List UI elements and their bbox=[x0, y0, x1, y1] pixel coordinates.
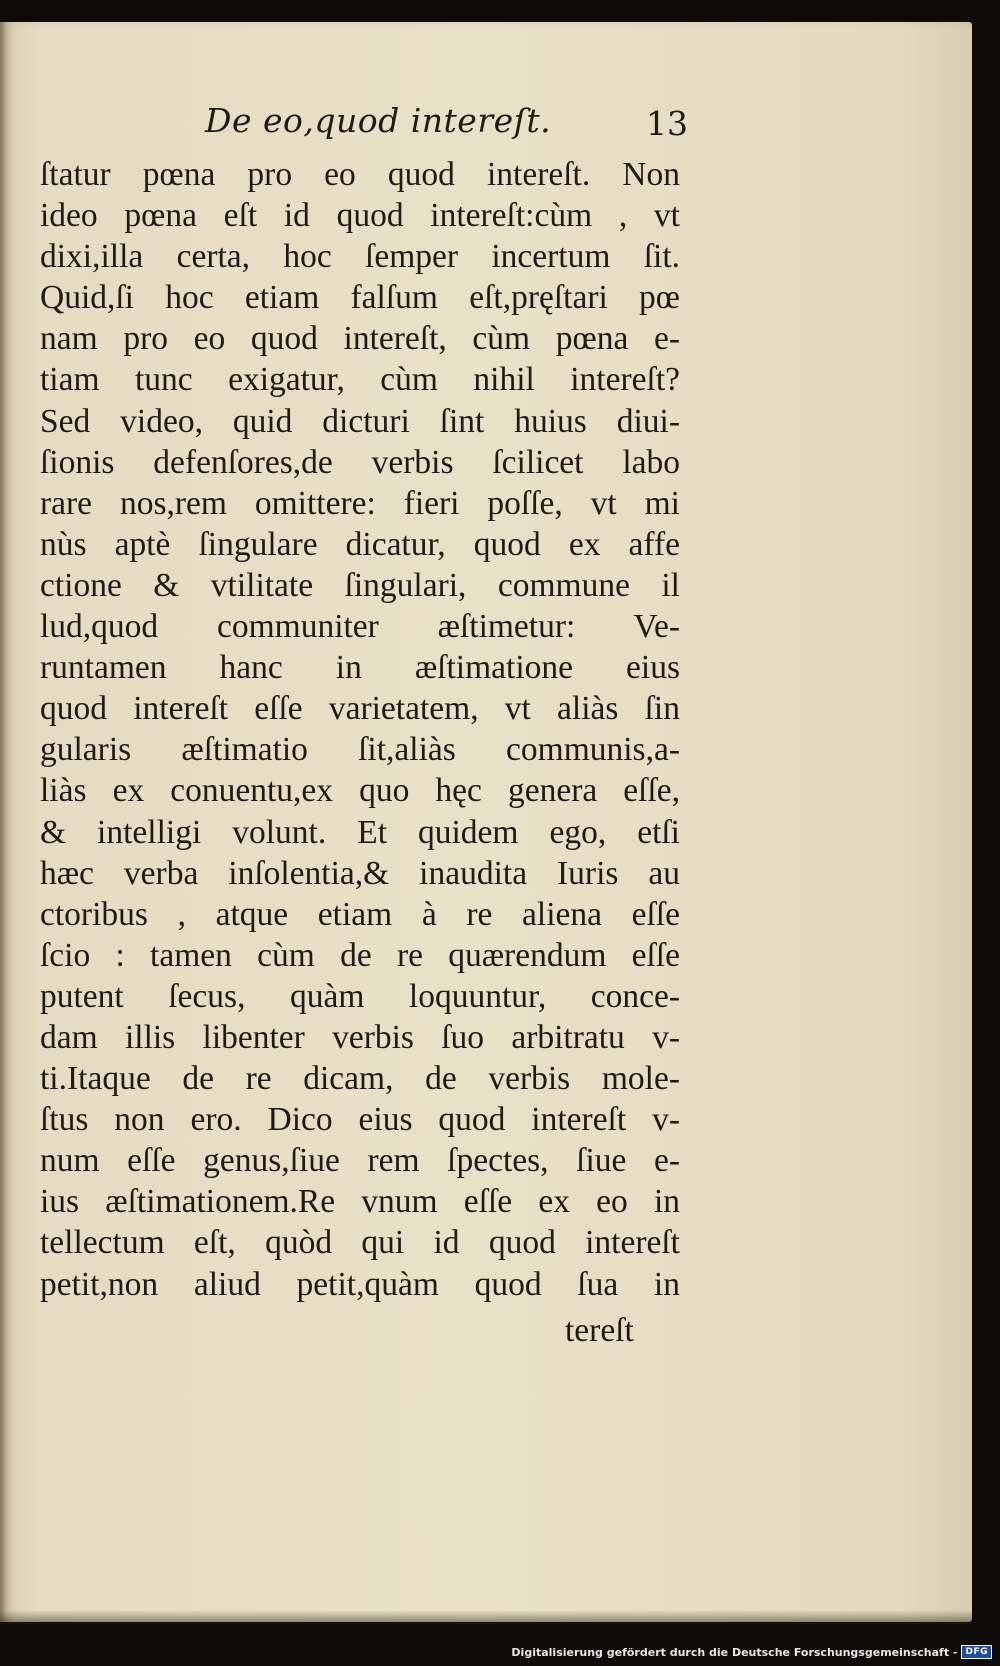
text-line: Quid,ſi hoc etiam falſum eſt,pręſtari pœ bbox=[40, 279, 680, 317]
text-line: dixi,illa certa, hoc ſemper incertum ſit. bbox=[40, 238, 680, 276]
running-title: De eo,quod intereſt. bbox=[205, 101, 552, 140]
digitization-credit bbox=[511, 1645, 992, 1659]
text-line: nam pro eo quod intereſt, cùm pœna e- bbox=[40, 320, 680, 358]
text-line: ſionis defenſores,de verbis ſcilicet labo bbox=[40, 443, 680, 481]
text-line: ctione & vtilitate ſingulari, commune il bbox=[40, 566, 680, 604]
dfg-logo-icon: DFG bbox=[961, 1645, 992, 1659]
text-line: ctoribus , atque etiam à re aliena eſſe bbox=[40, 895, 680, 933]
text-line: ideo pœna eſt id quod intereſt:cùm , vt bbox=[40, 197, 680, 235]
text-line: ſtus non ero. Dico eius quod intereſt v- bbox=[40, 1101, 680, 1139]
text-line: num eſſe genus,ſiue rem ſpectes, ſiue e- bbox=[40, 1142, 680, 1180]
text-line: dam illis libenter verbis ſuo arbitratu v- bbox=[40, 1018, 680, 1056]
text-line: & intelligi volunt. Et quidem ego, etſi bbox=[40, 813, 680, 851]
text-line: Sed video, quid dicturi ſint huius diui- bbox=[40, 402, 680, 440]
text-line: rare nos,rem omittere: fieri poſſe, vt mi bbox=[40, 484, 680, 522]
text-line: ſcio : tamen cùm de re quærendum eſſe bbox=[40, 936, 680, 974]
text-line: ius æſtimationem.Re vnum eſſe ex eo in bbox=[40, 1183, 680, 1221]
page-bottom-edge bbox=[0, 1610, 972, 1624]
text-line: nùs aptè ſingulare dicatur, quod ex affe bbox=[40, 525, 680, 563]
text-line: tiam tunc exigatur, cùm nihil intereſt? bbox=[40, 361, 680, 399]
catchword: tereſt bbox=[565, 1312, 634, 1349]
credit-text: Digitalisierung gefördert durch die Deutsche Forschungsgemeinschaft - bbox=[511, 1645, 958, 1659]
text-line: liàs ex conuentu,ex quo hęc genera eſſe, bbox=[40, 772, 680, 810]
text-line: ti.Itaque de re dicam, de verbis mole- bbox=[40, 1060, 680, 1098]
page-number: 13 bbox=[646, 104, 688, 143]
text-line: quod intereſt eſſe varietatem, vt aliàs ſin bbox=[40, 690, 680, 728]
text-line: gularis æſtimatio ſit,aliàs communis,a- bbox=[40, 731, 680, 769]
text-line: putent ſecus, quàm loquuntur, conce- bbox=[40, 977, 680, 1015]
text-line: runtamen hanc in æſtimatione eius bbox=[40, 649, 680, 687]
spine-shadow bbox=[0, 22, 6, 1622]
text-line: hæc verba inſolentia,& inaudita Iuris au bbox=[40, 854, 680, 892]
text-line: tellectum eſt, quòd qui id quod intereſt bbox=[40, 1224, 680, 1262]
body-text bbox=[40, 154, 680, 1305]
text-line: ſtatur pœna pro eo quod intereſt. Non bbox=[40, 156, 680, 193]
text-line: petit,non aliud petit,quàm quod ſua in bbox=[40, 1265, 680, 1303]
text-line: lud,quod communiter æſtimetur: Ve- bbox=[40, 608, 680, 646]
